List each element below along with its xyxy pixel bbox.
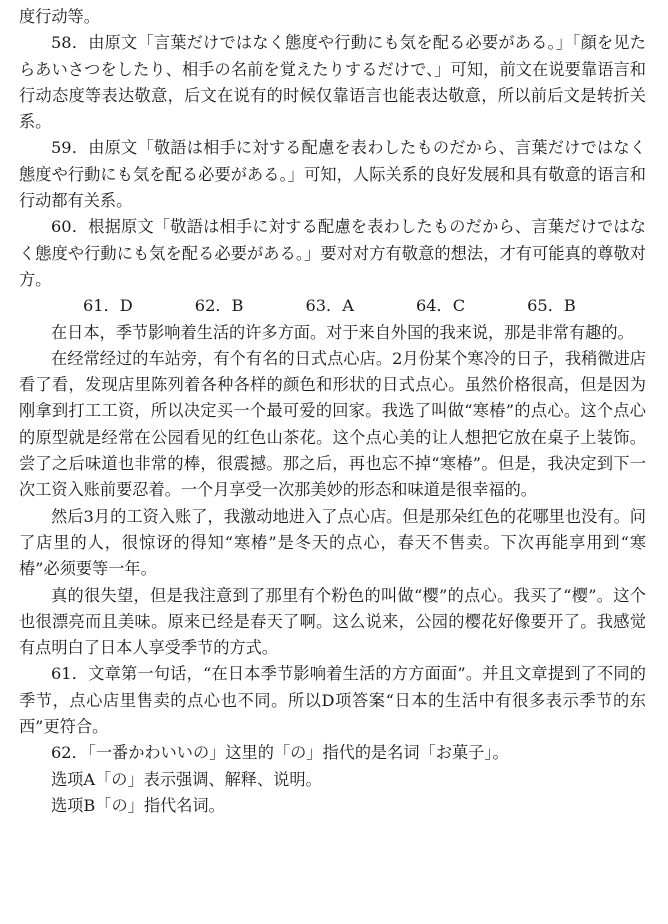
answer-key-row bbox=[19, 293, 646, 319]
paragraph-explanation-61: 61．文章第一句话，“在日本季节影响着生活的方方面面”。并且文章提到了不同的季节，点心店里售卖的点心也不同。所以D项答案“日本的生活中有很多表示季节的东西”更符合。 bbox=[19, 664, 646, 737]
answer-65: 65．B bbox=[527, 296, 576, 316]
translation-paragraph-2: 在经常经过的车站旁，有个有名的日式点心店。2月份某个寒冷的日子，我稍微进店看了看，发现店里陈列着各种各样的颜色和形状的日式点心。虽然价格很高，但是因为刚拿到打工工资，所以决定买一个最可爱的回家。我选了叫做“寒椿”的点心。这个点心的原型就是经常在公园看见的红色山茶花。这个点心美的让人想把它放在桌子上装饰。尝了之后味道也非常的棒，很震撼。那之后，再也忘不掉“寒椿”。但是，我决定到下一次工资入账前要忍着。一个月享受一次那美妙的形态和味道是很幸福的。 bbox=[19, 348, 646, 500]
translation-paragraph-1: 在日本，季节影响着生活的许多方面。对于来自外国的我来说，那是非常有趣的。 bbox=[51, 322, 634, 342]
answer-62: 62．B bbox=[194, 296, 244, 316]
translation-paragraph-4: 真的很失望，但是我注意到了那里有个粉色的叫做“樱”的点心。我买了“樱”。这个也很漂亮而且美味。原来已经是春天了啊。这么说来，公园的樱花好像要开了。我感觉有点明白了日本人享受季节的方式。 bbox=[19, 585, 646, 658]
paragraph-explanation-60: 60．根据原文「敬語は相手に対する配慮を表わしたものだから、言葉だけではなく態度や行動にも気を配る必要がある。」要对对方有敬意的想法，才有可能真的尊敬对方。 bbox=[19, 217, 646, 289]
paragraph-explanation-59: 59．由原文「敬語は相手に対する配慮を表わしたものだから、言葉だけではなく態度や行動にも気を配る必要がある。」可知，人际关系的良好发展和具有敬意的语言和行动都有关系。 bbox=[19, 138, 646, 211]
answer-61: 61．D bbox=[83, 296, 133, 316]
paragraph-continuation: 度行动等。 bbox=[19, 7, 100, 26]
translation-paragraph-3: 然后3月的工资入账了，我激动地进入了点心店。但是那朵红色的花哪里也没有。问了店里的人，很惊讶的得知“寒椿”是冬天的点心，春天不售卖。下次再能享用到“寒椿”必须要等一年。 bbox=[19, 506, 646, 579]
answer-63: 63．A bbox=[305, 296, 354, 316]
paragraph-explanation-62: 62．「一番かわいいの」这里的「の」指代的是名词「お菓子」。 bbox=[51, 743, 509, 763]
answer-64: 64．C bbox=[415, 296, 466, 316]
option-a-line: 选项A「の」表示强调、解释、说明。 bbox=[51, 769, 322, 789]
option-b-line: 选项B「の」指代名词。 bbox=[51, 795, 225, 815]
paragraph-explanation-58: 58．由原文「言葉だけではなく態度や行動にも気を配る必要がある。」「顔を见たらあいさつをしたり、相手の名前を覚えたりするだけで、」可知，前文在说要靠语言和行动态度等表达敬意，后文在说有的时候仅靠语言也能表达敬意，所以前后文是转折关系。 bbox=[19, 33, 646, 132]
